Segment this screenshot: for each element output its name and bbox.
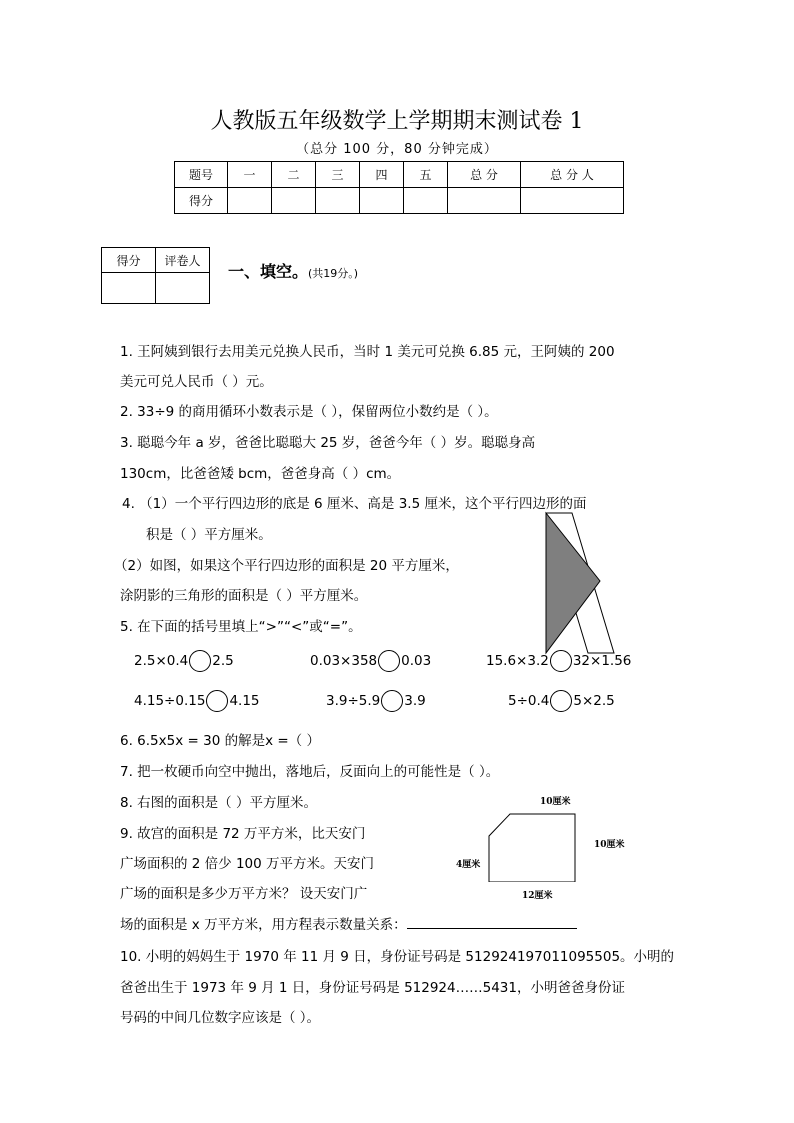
figure-label-bottom: 12厘米 [522, 891, 553, 901]
question-10-line-2: 爸爸出生于 1973 年 9 月 1 日，身份证号码是 512924……5431，小明爸爸身份证 [120, 980, 625, 996]
question-10-line-3: 号码的中间几位数字应该是（ ）。 [120, 1010, 321, 1026]
question-4-line-4: 涂阴影的三角形的面积是（ ）平方厘米。 [120, 588, 368, 604]
question-5: 5. 在下面的括号里填上“>”“<”或“=”。 [120, 619, 362, 635]
page-subtitle: （总分 100 分，80 分钟完成） [296, 142, 498, 157]
parallelogram-figure [540, 510, 620, 656]
row-label: 得分 [175, 188, 228, 214]
question-3-line-1: 3. 聪聪今年 a 岁，爸爸比聪聪大 25 岁，爸爸今年（ ）岁。聪聪身高 [120, 435, 536, 451]
score-table [174, 161, 624, 214]
header-cell: 一 [228, 162, 272, 188]
compare-item: 4.15÷0.15 4.15 [134, 690, 260, 712]
header-cell: 题号 [175, 162, 228, 188]
compare-circle[interactable] [189, 650, 211, 672]
compare-circle[interactable] [378, 650, 400, 672]
grader-score-cell[interactable] [102, 273, 156, 304]
compare-item: 15.6×3.2 32×1.56 [486, 650, 631, 672]
question-9-line-3: 广场的面积是多少万平方米？ 设天安门广 [120, 886, 368, 902]
score-table-header-row [175, 162, 624, 188]
compare-circle[interactable] [381, 690, 403, 712]
question-6: 6. 6.5x5x = 30 的解是x =（ ） [120, 733, 320, 749]
header-cell: 总 分 人 [521, 162, 624, 188]
header-cell: 总 分 [448, 162, 521, 188]
page-title: 人教版五年级数学上学期期末测试卷 1 [210, 109, 584, 134]
score-cell[interactable] [521, 188, 624, 214]
question-9-line-2: 广场面积的 2 倍少 100 万平方米。天安门 [120, 856, 375, 872]
question-4-line-2: 积是（ ）平方厘米。 [146, 527, 272, 543]
grader-name-label: 评卷人 [156, 248, 210, 273]
score-cell[interactable] [228, 188, 272, 214]
score-cell[interactable] [448, 188, 521, 214]
question-4-line-1: 4. （1）一个平行四边形的底是 6 厘米、高是 3.5 厘米，这个平行四边形的面 [122, 496, 587, 512]
shaded-triangle [546, 513, 600, 653]
compare-circle[interactable] [206, 690, 228, 712]
figure-label-left: 4厘米 [456, 860, 481, 870]
score-cell[interactable] [316, 188, 360, 214]
score-cell[interactable] [360, 188, 404, 214]
question-9-line-4: 场的面积是 x 万平方米，用方程表示数量关系： [120, 913, 577, 933]
section-1-note: (共19分。) [308, 267, 359, 280]
section-1-title: 一、填空。 [228, 262, 309, 281]
header-cell: 二 [272, 162, 316, 188]
question-3-line-2: 130cm，比爸爸矮 bcm，爸爸身高（ ）cm。 [120, 466, 401, 482]
compare-item: 5÷0.4 5×2.5 [508, 690, 615, 712]
answer-line[interactable] [407, 916, 577, 929]
compare-item: 3.9÷5.9 3.9 [326, 690, 426, 712]
score-cell[interactable] [272, 188, 316, 214]
question-1-line-1: 1. 王阿姨到银行去用美元兑换人民币，当时 1 美元可兑换 6.85 元，王阿姨的 200 [120, 344, 615, 360]
question-8: 8. 右图的面积是（ ）平方厘米。 [120, 795, 317, 811]
question-7: 7. 把一枚硬币向空中抛出，落地后，反面向上的可能性是（ ）。 [120, 764, 500, 780]
grader-name-cell[interactable] [156, 273, 210, 304]
header-cell: 五 [404, 162, 448, 188]
figure-label-top: 10厘米 [540, 797, 571, 807]
compare-item: 0.03×358 0.03 [310, 650, 431, 672]
question-2: 2. 33÷9 的商用循环小数表示是（ ），保留两位小数约是（ ）。 [120, 404, 498, 420]
section-1-heading [228, 259, 358, 282]
compare-item: 2.5×0.4 2.5 [134, 650, 234, 672]
compare-circle[interactable] [550, 650, 572, 672]
question-9-line-1: 9. 故宫的面积是 72 万平方米，比天安门 [120, 826, 366, 842]
header-cell: 四 [360, 162, 404, 188]
figure-label-right: 10厘米 [594, 840, 625, 850]
grader-table [101, 247, 210, 304]
question-10-line-1: 10. 小明的妈妈生于 1970 年 11 月 9 日，身份证号码是 512924197011095505。小明的 [120, 949, 675, 965]
grader-score-label: 得分 [102, 248, 156, 273]
question-1-line-2: 美元可兑人民币（ ）元。 [120, 374, 273, 390]
header-cell: 三 [316, 162, 360, 188]
area-figure [485, 810, 585, 882]
score-table-score-row [175, 188, 624, 214]
score-cell[interactable] [404, 188, 448, 214]
question-4-line-3: （2）如图，如果这个平行四边形的面积是 20 平方厘米， [114, 558, 459, 574]
compare-circle[interactable] [550, 690, 572, 712]
